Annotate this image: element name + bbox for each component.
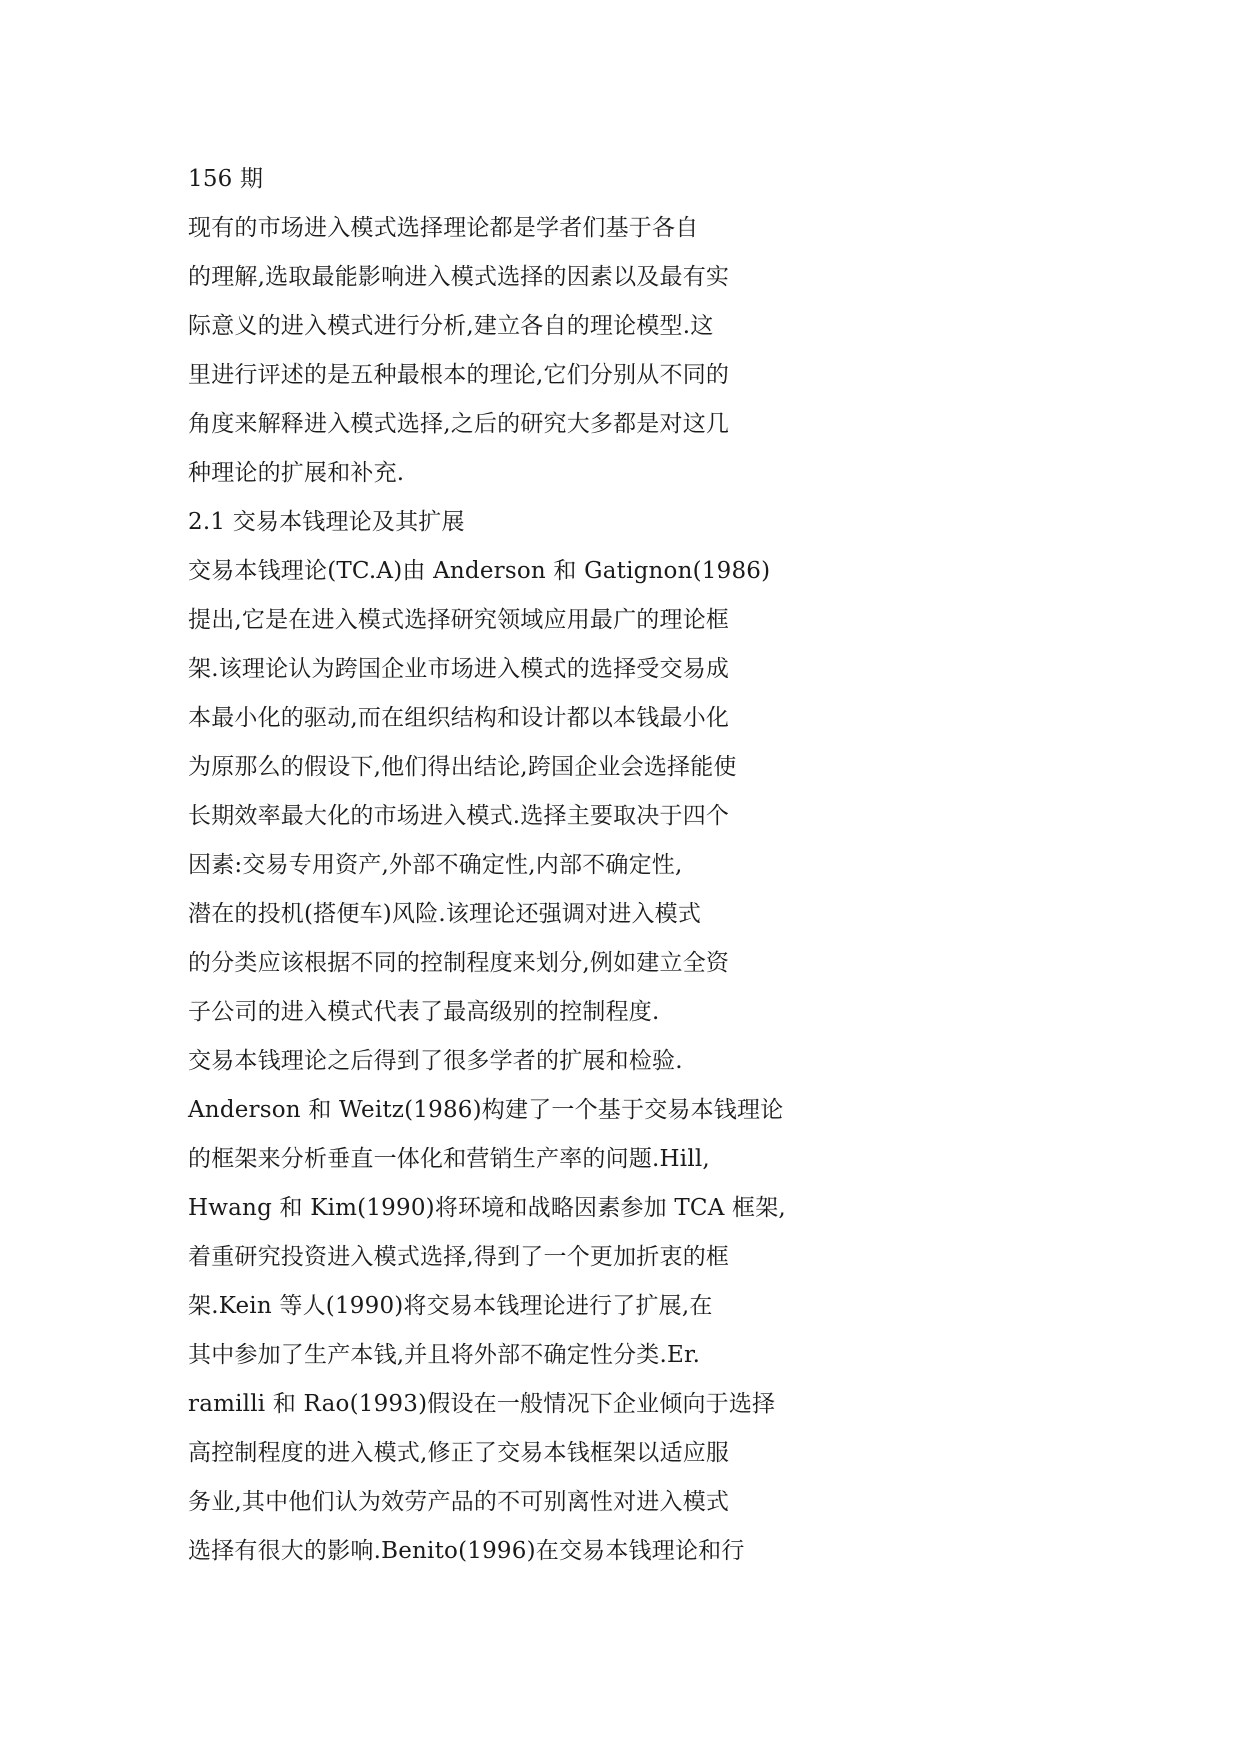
section-heading: 2.1 交易本钱理论及其扩展	[188, 509, 465, 535]
text-line: 高控制程度的进入模式,修正了交易本钱框架以适应服	[188, 1440, 730, 1466]
text-line: 着重研究投资进入模式选择,得到了一个更加折衷的框	[188, 1244, 730, 1270]
text-line: 其中参加了生产本钱,并且将外部不确定性分类.Er.	[188, 1342, 701, 1368]
text-line: ramilli 和 Rao(1993)假设在一般情况下企业倾向于选择	[188, 1391, 776, 1417]
text-line: 因素:交易专用资产,外部不确定性,内部不确定性,	[188, 852, 683, 878]
text-line: 本最小化的驱动,而在组织结构和设计都以本钱最小化	[188, 705, 730, 731]
text-line: 选择有很大的影响.Benito(1996)在交易本钱理论和行	[188, 1538, 745, 1564]
text-line: 架.Kein 等人(1990)将交易本钱理论进行了扩展,在	[188, 1293, 713, 1319]
text-line: 的框架来分析垂直一体化和营销生产率的问题.Hill,	[188, 1146, 710, 1172]
text-line: 种理论的扩展和补充.	[188, 460, 405, 486]
text-line: 的理解,选取最能影响进入模式选择的因素以及最有实	[188, 264, 730, 290]
text-line: 156 期	[188, 166, 264, 192]
text-line: 现有的市场进入模式选择理论都是学者们基于各自	[188, 215, 699, 241]
body-text	[188, 155, 1088, 1576]
text-line: 提出,它是在进入模式选择研究领域应用最广的理论框	[188, 607, 730, 633]
text-line: 务业,其中他们认为效劳产品的不可别离性对进入模式	[188, 1489, 730, 1515]
text-line: 里进行评述的是五种最根本的理论,它们分别从不同的	[188, 362, 730, 388]
text-line: Anderson 和 Weitz(1986)构建了一个基于交易本钱理论	[188, 1097, 784, 1123]
text-line: 为原那么的假设下,他们得出结论,跨国企业会选择能使	[188, 754, 737, 780]
text-line: 际意义的进入模式进行分析,建立各自的理论模型.这	[188, 313, 714, 339]
text-line: 交易本钱理论之后得到了很多学者的扩展和检验.	[188, 1048, 683, 1074]
text-line: 交易本钱理论(TC.A)由 Anderson 和 Gatignon(1986)	[188, 558, 771, 584]
text-line: 角度来解释进入模式选择,之后的研究大多都是对这几	[188, 411, 730, 437]
text-line: 长期效率最大化的市场进入模式.选择主要取决于四个	[188, 803, 730, 829]
text-line: 子公司的进入模式代表了最高级别的控制程度.	[188, 999, 660, 1025]
text-line: 潜在的投机(搭便车)风险.该理论还强调对进入模式	[188, 901, 702, 927]
text-line: 的分类应该根据不同的控制程度来划分,例如建立全资	[188, 950, 730, 976]
text-line: Hwang 和 Kim(1990)将环境和战略因素参加 TCA 框架,	[188, 1195, 786, 1221]
text-line: 架.该理论认为跨国企业市场进入模式的选择受交易成	[188, 656, 730, 682]
